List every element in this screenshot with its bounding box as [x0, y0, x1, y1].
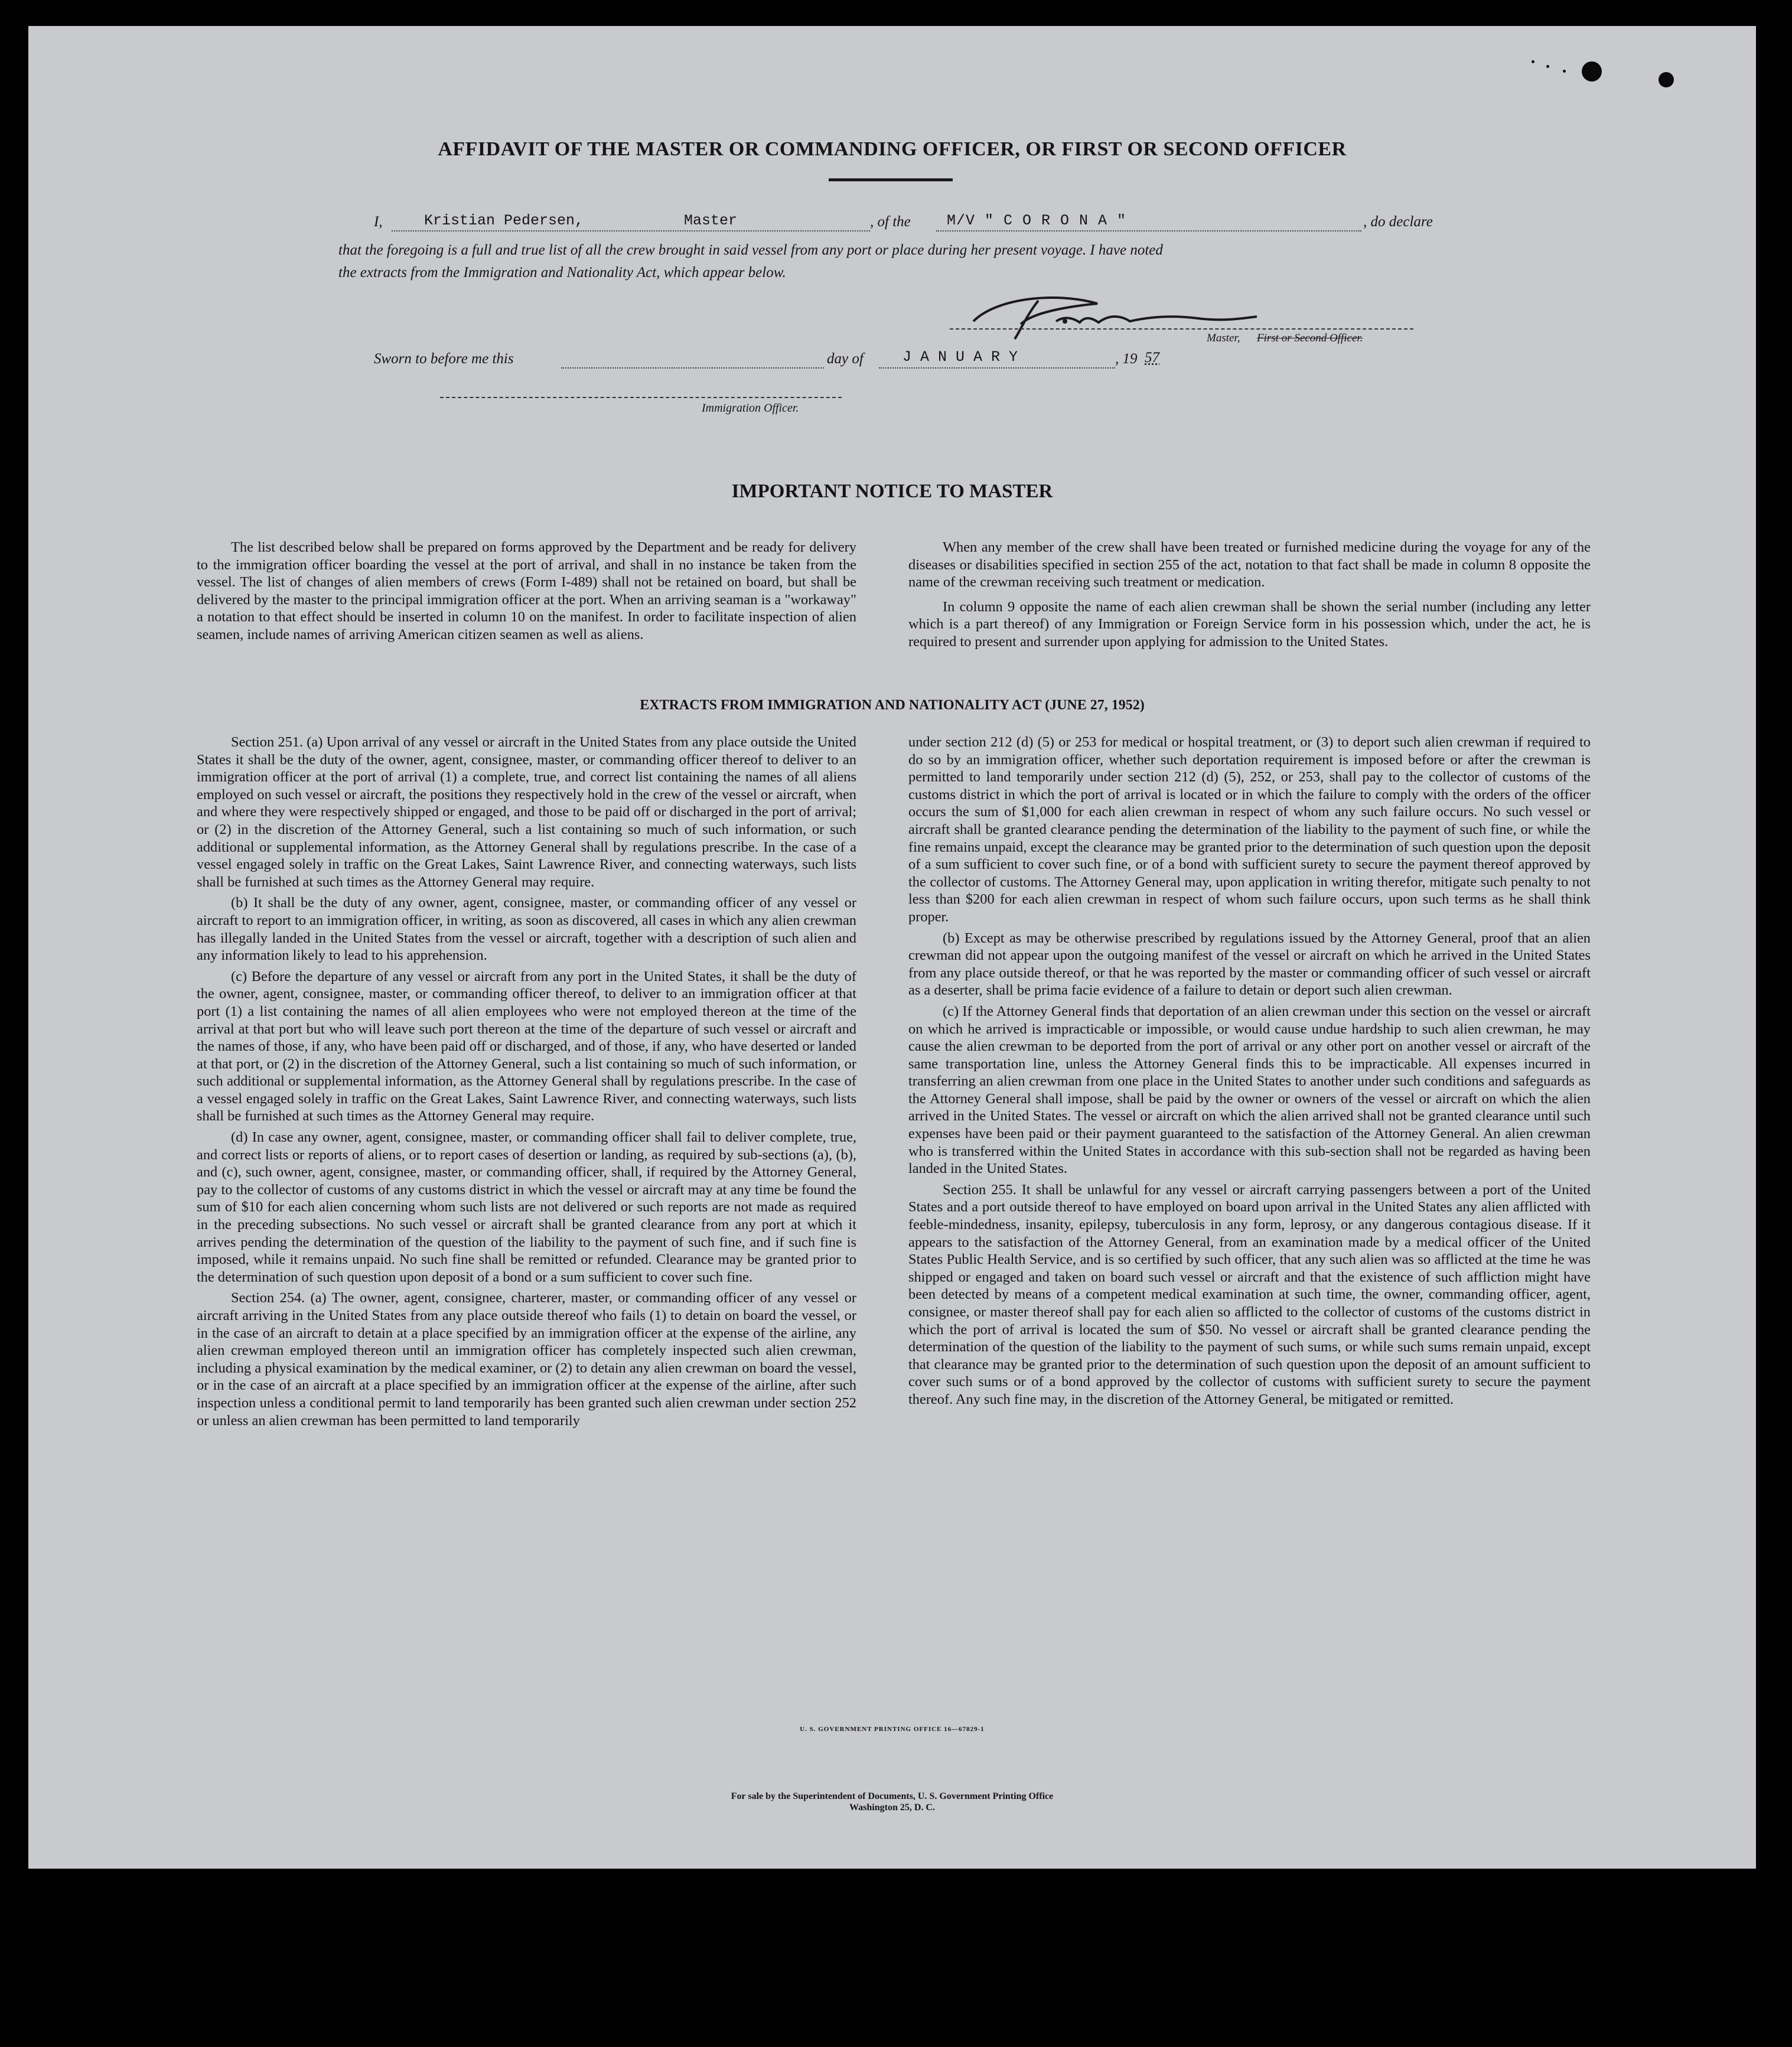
- section-251-c: (c) Before the departure of any vessel or aircraft from any port in the United States, it shall be the duty of the owner, agent, consignee, master, or commanding officer thereof, to deliver to an immigration officer at that port (1) a list containing the names of all alien employees who were not employed thereon at the time of the arrival at that port but who will leave such port thereon at the time of the departure of such vessel or aircraft and the names of those, if any, who have been paid off or discharged, and of those, if any, who have deserted or landed at that port, or (2) in the discretion of the Attorney General, such a list containing so much of such information, or such additional or supplemental information, as the Attorney General shall by regulations prescribe. In the case of a vessel engaged solely in traffic on the Great Lakes, Saint Lawrence River, and connecting waterways, such lists shall be furnished at such times as the Attorney General may require.: [197, 968, 856, 1124]
- sale-line-2: Washington 25, D. C.: [849, 1802, 935, 1813]
- officer-caption: Immigration Officer.: [702, 402, 799, 415]
- section-254-b: (b) Except as may be otherwise prescribed by regulations issued by the Attorney General, proof that an alien crewman did not appear upon the outgoing manifest of the vessel or aircraft on which he arrived in the United States from any place outside thereof, or that he was reported by the master or commanding officer of such vessel or aircraft as a deserter, shall be prima facie evidence of a failure to detain or deport such alien crewman.: [908, 930, 1591, 999]
- year-prefix: , 19: [1115, 351, 1138, 367]
- signature-caption-struck: First or Second Officer.: [1257, 332, 1363, 344]
- month-line: [879, 367, 1115, 369]
- affidavit-title: AFFIDAVIT OF THE MASTER OR COMMANDING OFFICER, OR FIRST OR SECOND OFFICER: [438, 138, 1347, 160]
- punch-hole: [1582, 61, 1602, 82]
- officer-signature-line: [440, 397, 842, 398]
- sale-line-1: For sale by the Superintendent of Documents, U. S. Government Printing Office: [731, 1791, 1054, 1801]
- section-251-b: (b) It shall be the duty of any owner, agent, consignee, master, or commanding officer of any vessel or aircraft to report to an immigration officer, in writing, as soon as discovered, all cases in which any alien crewman has illegally landed in the United States from the vessel or aircraft, together with a description of such alien and any information likely to lead to his apprehension.: [197, 895, 856, 964]
- sworn-day-line: [561, 367, 824, 369]
- notice-title: IMPORTANT NOTICE TO MASTER: [731, 481, 1053, 502]
- section-255: Section 255. It shall be unlawful for any vessel or aircraft carrying passengers between a port of the United States and a port outside thereof to have employed on board upon arrival in the United States any alien afflicted with feeble-mindedness, insanity, epilepsy, tuberculosis in any form, leprosy, or any dangerous contagious disease. If it appears to the satisfaction of the Attorney General, from an examination made by a medical officer of the United States Public Health Service, and is so certified by such officer, that any such alien was so afflicted at the time he was shipped or engaged and taken on board such vessel or aircraft and that the existence of such affliction might have been detected by means of a competent medical examination at such time, the owner, commanding officer, agent, consignee, or master thereof shall pay for each alien so afflicted to the collector of customs of the customs district in which the port of arrival is located the sum of $50. No vessel or aircraft shall be granted clearance pending the determination of the question of the liability to the payment of such sums, or while such sums remain unpaid, except that clearance may be granted prior to the determination of such question upon the deposit of an amount sufficient to cover such sums or of a bond approved by the collector of customs with sufficient surety to secure the payment thereof. Any such fine may, in the discretion of the Attorney General, be mitigated or remitted.: [908, 1181, 1591, 1407]
- statement-line-2: the extracts from the Immigration and Nationality Act, which appear below.: [338, 265, 786, 281]
- speck: [1546, 65, 1549, 68]
- declarant-prefix: I,: [374, 214, 383, 230]
- title-rule: [829, 178, 953, 181]
- section-251-a: Section 251. (a) Upon arrival of any vessel or aircraft in the United States from any place outside the United States it shall be the duty of the owner, agent, consignee, master, or commanding officer thereof to deliver to an immigration officer at the port of arrival (1) a complete, true, and correct list containing the names of all aliens employed on such vessel or aircraft, the positions they respectively hold in the crew of the vessel or aircraft, when and where they were respectively shipped or engaged, and those to be paid off or discharged in the port of arrival; or (2) in the discretion of the Attorney General, such a list containing so much of such information, or such additional or supplemental information, as the Attorney General shall by regulations prescribe. In the case of a vessel engaged solely in traffic on the Great Lakes, Saint Lawrence River, and connecting waterways, such lists shall be furnished at such times as the Attorney General may require.: [197, 734, 856, 890]
- speck: [1532, 60, 1534, 63]
- printer-imprint: U. S. GOVERNMENT PRINTING OFFICE 16—67829-1: [800, 1726, 985, 1733]
- section-254-a-continued: under section 212 (d) (5) or 253 for medical or hospital treatment, or (3) to deport such alien crewman if required to do so by an immigration officer, whether such deportation requirement is imposed before or after the crewman is permitted to land temporarily under section 212 (d) (5), 252, or 253, shall pay to the collector of customs of the customs district in which the port of arrival is located or in which the failure to comply with the orders of the officer occurs the sum of $1,000 for each alien crewman in respect of whom any such failure occurs. No such vessel or aircraft shall be granted clearance pending the determination of the liability to the payment of such fine, or while the fine remains unpaid, except the clearance may be granted prior to the determination of such question upon the deposit of a sum sufficient to cover such fine, or of a bond with sufficient surety to secure the payment thereof approved by the collector of customs. The Attorney General may, upon application in writing therefor, mitigate such penalty to not less than $200 for each alien crewman in respect of whom such failure occurs, upon such terms as he shall think proper.: [908, 734, 1591, 925]
- document-page: [28, 26, 1756, 1869]
- section-254-c: (c) If the Attorney General finds that deportation of an alien crewman under this section on the vessel or aircraft on which he arrived is impracticable or impossible, or would cause undue hardship to such alien crewman, he may cause the alien crewman to be deported from the port of arrival or any other port on another vessel or aircraft of the same transportation line, unless the Attorney General finds this to be impracticable. All expenses incurred in transferring an alien crewman from one place in the United States to another under such conditions and safeguards as the Attorney General shall impose, shall be paid by the owner or owners of the vessel or aircraft on which the alien arrived in the United States. The vessel or aircraft on which the alien arrived shall not be granted clearance until such expenses have been paid or their payment guaranteed to the satisfaction of the Attorney General. An alien crewman who is transferred within the United States in accordance with this sub-section shall not be regarded as having been landed in the United States.: [908, 1003, 1591, 1177]
- day-of-label: day of: [827, 351, 864, 367]
- sworn-prefix: Sworn to before me this: [374, 351, 514, 367]
- section-251-d: (d) In case any owner, agent, consignee, master, or commanding officer shall fail to deliver complete, true, and correct lists or reports of aliens, or to report cases of desertion or landing, as required by sub-sections (a), (b), and (c), such owner, agent, consignee, master, or commanding officer, shall, if required by the Attorney General, pay to the collector of customs of any customs district in which the vessel or aircraft may at any time be found the sum of $10 for each alien concerning whom such lists are not delivered or such reports are not made as required in the preceding subsections. No such vessel or aircraft shall be granted clearance from any port at which it arrives pending the determination of the question of the liability to the payment of such fine, and if such fine is imposed, while it remains unpaid. No such fine shall be remitted or refunded. Clearance may be granted prior to the determination of such question upon deposit of a bond or a sum sufficient to cover such fine.: [197, 1129, 856, 1285]
- of-the-label: , of the: [870, 214, 911, 230]
- do-declare-label: , do declare: [1363, 214, 1433, 230]
- statement-line-1: that the foregoing is a full and true list of all the crew brought in said vessel from any port or place during her present voyage. I have noted: [338, 242, 1163, 258]
- notice-right-column: [908, 539, 1591, 654]
- notice-paragraph: The list described below shall be prepared on forms approved by the Department and be ready for delivery to the immigration officer boarding the vessel at the port of arrival, and shall in no instance be taken from the vessel. The list of changes of alien members of crews (Form I-489) shall not be retained on board, but shall be delivered by the master to the principal immigration officer at the port. When an arriving seaman is a "workaway" a notation to that effect should be inserted in column 10 on the manifest. In order to facilitate inspection of alien seamen, include names of arriving American citizen seamen as well as aliens.: [197, 539, 856, 643]
- notice-paragraph: When any member of the crew shall have been treated or furnished medicine during the voyage for any of the diseases or disabilities specified in section 255 of the act, notation to that fact shall be made in column 8 opposite the name of the crewman receiving such treatment or medication.: [908, 539, 1591, 591]
- punch-hole: [1659, 72, 1674, 87]
- signature-line: [950, 328, 1413, 330]
- sale-notice: [28, 1791, 1756, 1813]
- notice-left-column: [197, 539, 856, 647]
- declarant-rank: Master: [684, 212, 738, 229]
- section-254-a: Section 254. (a) The owner, agent, consignee, charterer, master, or commanding officer of any vessel or aircraft arriving in the United States from any place outside thereof who fails (1) to detain on board the vessel, or in the case of an aircraft to detain at a place specified by an immigration officer at the expense of the airline, any alien crewman employed thereon until an immigration officer has completely inspected such alien crewman, including a physical examination by the medical examiner, or (2) to detain any alien crewman on board the vessel, or in the case of an aircraft at a place specified by an immigration officer at the expense of the airline, after such inspection unless a conditional permit to land temporarily has been granted such alien crewman under section 252 or unless an alien crewman has been permitted to land temporarily: [197, 1290, 856, 1429]
- signature-caption-master: Master,: [1207, 332, 1240, 344]
- sworn-year: 57: [1145, 350, 1159, 366]
- extracts-title: EXTRACTS FROM IMMIGRATION AND NATIONALITY ACT (JUNE 27, 1952): [640, 697, 1145, 713]
- declarant-name: Kristian Pedersen,: [424, 212, 584, 229]
- extracts-left-column: [197, 734, 856, 1433]
- vessel-name: M/V " C O R O N A ": [947, 212, 1127, 229]
- extracts-right-column: [908, 734, 1591, 1412]
- notice-paragraph: In column 9 opposite the name of each alien crewman shall be shown the serial number (including any letter which is a part thereof) of any Immigration or Foreign Service form in his possession which, under the act, he is required to present and surrender upon applying for admission to the United States.: [908, 598, 1591, 650]
- sworn-month: J A N U A R Y: [902, 348, 1018, 366]
- speck: [1563, 70, 1566, 73]
- vessel-line: [936, 230, 1361, 232]
- declarant-line: [392, 230, 870, 232]
